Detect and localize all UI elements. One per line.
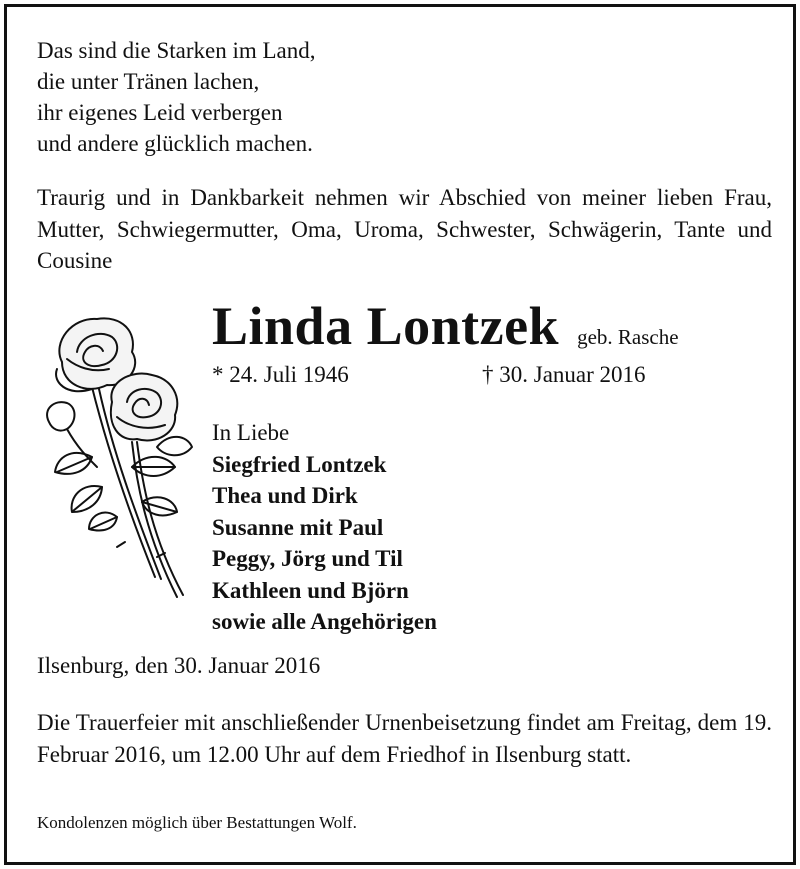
mourner-name: Siegfried Lontzek — [212, 451, 387, 477]
place-date: Ilsenburg, den 30. Januar 2016 — [37, 653, 321, 678]
poem-line: und andere glücklich machen. — [37, 131, 313, 156]
mourner-name: Peggy, Jörg und Til — [212, 546, 403, 571]
birth-name: geb. Rasche — [577, 325, 679, 349]
service-text: Die Trauerfeier mit anschließender Urnenbeisetzung findet am Freitag, dem 19. Februar 2016, um 12.00 Uhr auf dem Friedhof in Ilsenburg statt. — [37, 710, 772, 767]
poem-line: die unter Tränen lachen, — [37, 69, 260, 94]
mourner-name: sowie alle Angehörigen — [212, 609, 437, 634]
mourner-name: Kathleen und Björn — [212, 577, 409, 603]
obituary-notice — [4, 4, 796, 865]
death-date: † 30. Januar 2016 — [482, 362, 646, 387]
life-dates — [212, 362, 646, 388]
intro-text: Traurig und in Dankbarkeit nehmen wir Abschied von meiner lieben Frau, Mutter, Schwiegermutter, Oma, Uroma, Schwester, Schwägerin, Tante und Cousine — [37, 185, 772, 273]
poem — [37, 35, 316, 159]
poem-line: ihr eigenes Leid verbergen — [37, 100, 283, 125]
rose-icon — [37, 307, 197, 617]
mourners-heading: In Liebe — [212, 420, 290, 445]
mourner-name: Thea und Dirk — [212, 483, 358, 508]
mourner-name: Susanne mit Paul — [212, 514, 384, 540]
condolences-note: Kondolenzen möglich über Bestattungen Wolf. — [37, 813, 357, 832]
mourners-names — [212, 449, 437, 638]
mourners-block — [212, 417, 437, 638]
deceased-heading — [212, 295, 679, 357]
deceased-name: Linda Lontzek — [212, 296, 560, 356]
poem-line: Das sind die Starken im Land, — [37, 38, 316, 63]
birth-date: * 24. Juli 1946 — [212, 362, 349, 387]
